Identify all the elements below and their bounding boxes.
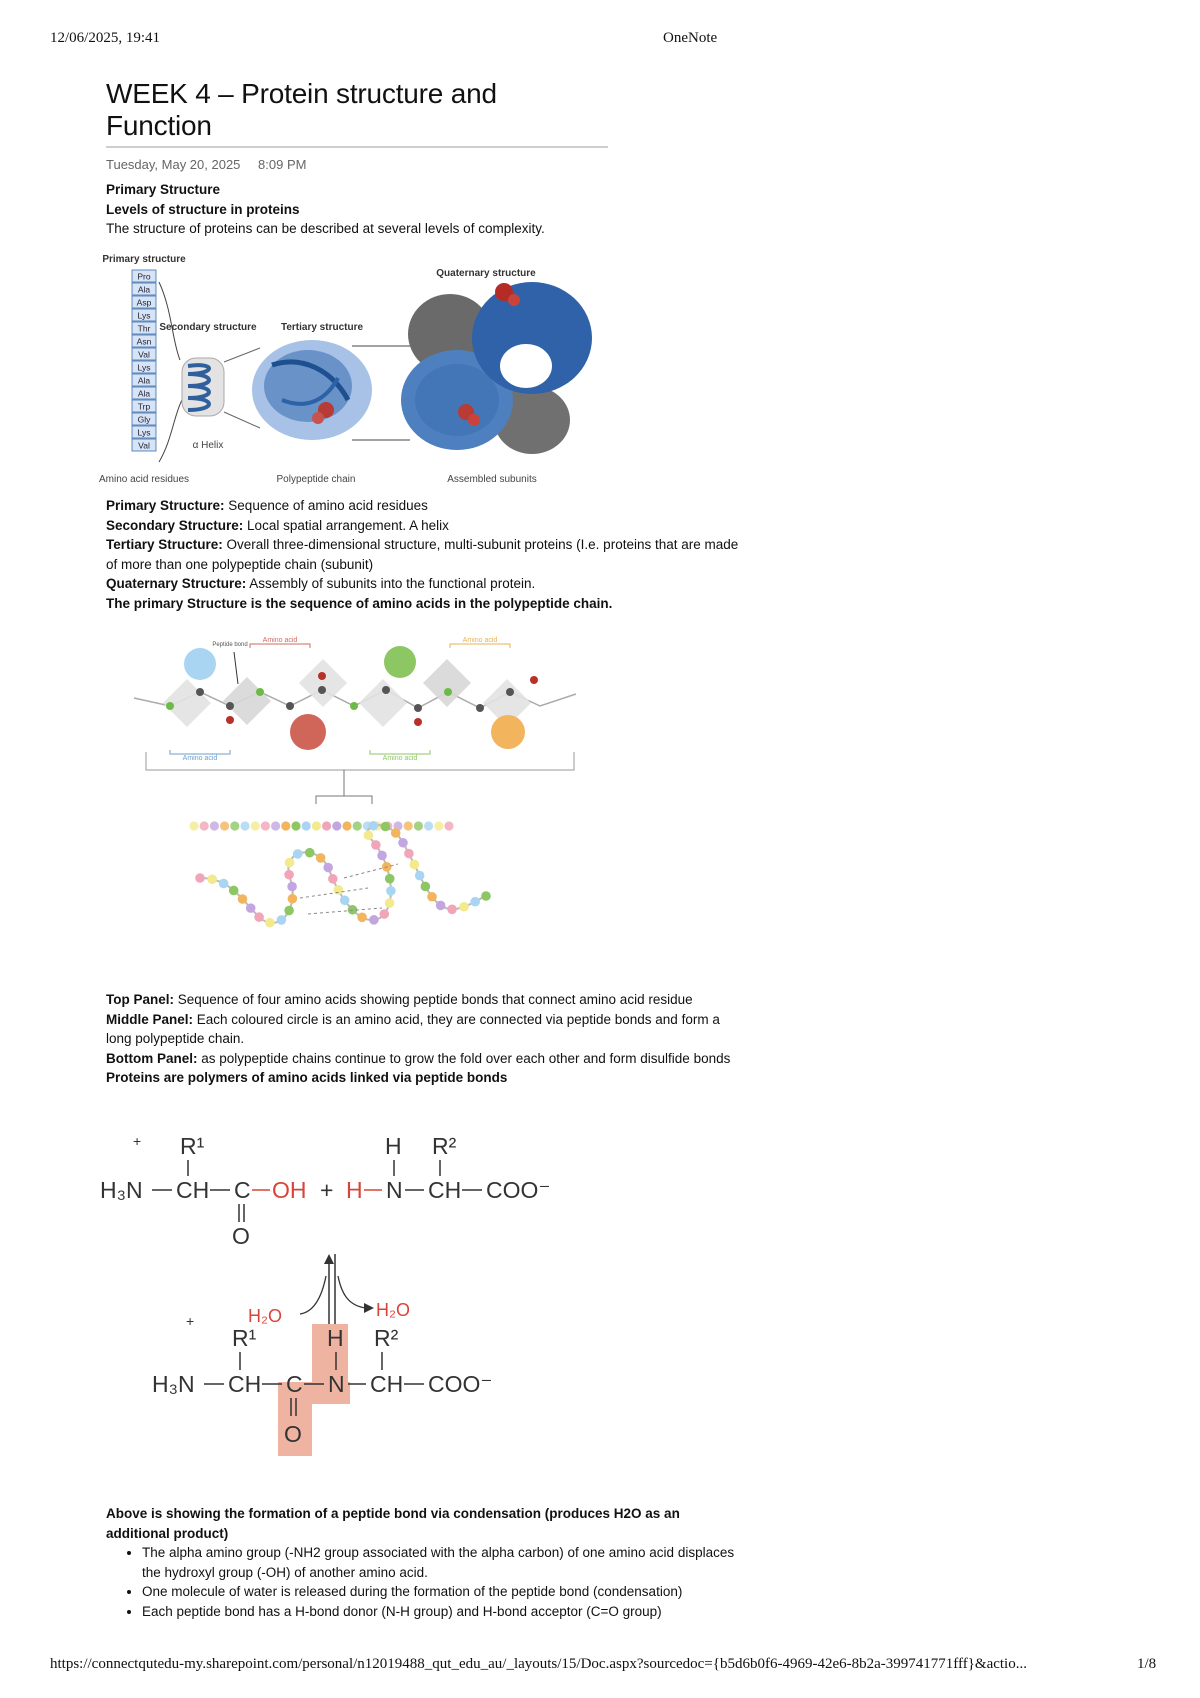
product-r1: R¹ — [232, 1325, 257, 1351]
intro-subheading: Levels of structure in proteins — [106, 201, 300, 217]
peptide-bond-label: Peptide bond — [212, 642, 248, 648]
condensation-bullets — [106, 1543, 746, 1621]
residue-label: Thr — [137, 323, 151, 334]
structure-level — [106, 496, 746, 516]
panel-description-text: Sequence of four amino acids showing peptide bonds that connect amino acid residue — [174, 992, 693, 1007]
folded-bead — [481, 891, 491, 901]
intro-section — [106, 180, 746, 239]
print-page-number: 1/8 — [1137, 1656, 1157, 1672]
structure-level-term: Primary Structure: — [106, 498, 225, 513]
residue-label: Asp — [136, 297, 152, 308]
panels-description — [106, 990, 746, 1088]
panel-description-term: Middle Panel: — [106, 1011, 194, 1027]
residue-label: Gly — [137, 414, 151, 425]
residue-label: Trp — [137, 401, 151, 412]
amino-acid-bead — [434, 821, 443, 830]
amino-acid-bead — [424, 821, 433, 830]
amino-acid-bead — [342, 821, 351, 830]
panel-description-text: Each coloured circle is an amino acid, they are connected via peptide bonds and form a long polypeptide chain. — [106, 1011, 720, 1047]
panel-description-text: as polypeptide chains continue to grow the fold over each other and form disulfide bonds — [197, 1050, 731, 1066]
folded-bead — [229, 886, 239, 896]
amino-acid-bead — [322, 821, 331, 830]
amino-acid-bead — [281, 821, 290, 830]
product-o: O — [284, 1421, 302, 1447]
primary-structure-statement: The primary Structure is the sequence of amino acids in the polypeptide chain. — [106, 595, 613, 611]
product-r2: R² — [374, 1325, 399, 1351]
structure-levels-list — [106, 496, 746, 594]
folded-bead — [436, 901, 446, 911]
folded-bead — [333, 885, 343, 895]
folded-bead — [284, 906, 294, 916]
folded-bead — [277, 915, 287, 925]
page-time: 8:09 PM — [258, 157, 307, 172]
amino-acid-bead — [210, 821, 219, 830]
product-ch1: CH — [228, 1371, 262, 1397]
amino-acid-label-bottom-right: Amino acid — [382, 755, 418, 762]
water-right: H₂O — [376, 1300, 410, 1320]
dipeptide-product — [152, 1313, 493, 1456]
folded-bead — [385, 898, 395, 908]
folded-bead — [305, 848, 315, 858]
reactant2-h: H — [346, 1177, 363, 1203]
folded-bead — [340, 895, 350, 905]
intro-text: The structure of proteins can be described at several levels of complexity. — [106, 221, 545, 237]
folded-bead — [404, 849, 414, 859]
primary-structure-label: Primary structure — [102, 254, 186, 265]
reactant1-c: C — [234, 1177, 251, 1203]
reactant2-ch: CH — [428, 1177, 462, 1203]
residue-label: Val — [138, 440, 150, 451]
reactant1-oh: OH — [272, 1177, 307, 1203]
bead-chain — [189, 821, 453, 830]
folded-bead — [470, 897, 480, 907]
residue-label: Pro — [137, 271, 151, 282]
folded-bead — [238, 894, 248, 904]
residue-label: Val — [138, 349, 150, 360]
amino-acid-bead — [200, 821, 209, 830]
amino-acid-label-bottom-left: Amino acid — [182, 755, 218, 762]
polypeptide-chain-label: Polypeptide chain — [276, 474, 356, 485]
product-h3n: H₃N — [152, 1371, 195, 1397]
folded-bead — [357, 912, 367, 922]
secondary-structure-label: Secondary structure — [159, 322, 257, 333]
folded-bead — [386, 886, 396, 896]
side-chain-orange — [491, 715, 525, 749]
residue-label: Ala — [137, 375, 151, 386]
folded-bead — [195, 873, 205, 883]
amino-acid-bead — [291, 821, 300, 830]
structure-level-text: Sequence of amino acid residues — [224, 498, 428, 513]
panel-description-term: Bottom Panel: — [106, 1050, 198, 1066]
page-timestamp — [106, 157, 746, 172]
product-ch2: CH — [370, 1371, 404, 1397]
folded-bead — [415, 871, 425, 881]
folded-bead — [254, 912, 264, 922]
folded-bead — [285, 858, 295, 868]
residue-label: Lys — [137, 427, 151, 438]
folded-bead — [328, 874, 338, 884]
folded-bead — [288, 894, 298, 904]
polymer-statement: Proteins are polymers of amino acids linked via peptide bonds — [106, 1070, 508, 1086]
structure-level — [106, 535, 746, 574]
reactant-plus-charge: + — [133, 1133, 142, 1149]
condensation-heading: Above is showing the formation of a peptide bond via condensation (produces H2O as an additional product) — [106, 1506, 680, 1541]
residue-label: Asn — [136, 336, 152, 347]
residue-diamonds — [163, 659, 531, 727]
amino-acid-bead — [220, 821, 229, 830]
structure-level — [106, 516, 746, 536]
folded-bead — [369, 821, 379, 831]
folded-bead — [207, 874, 217, 884]
amino-acid-bead — [414, 821, 423, 830]
side-chain-red — [290, 714, 326, 750]
folded-bead — [427, 892, 437, 902]
reactant1-r1: R¹ — [180, 1133, 205, 1159]
amino-acid-bead — [353, 821, 362, 830]
peptide-bond-reaction-figure — [100, 1126, 600, 1496]
assembled-subunits-label: Assembled subunits — [447, 474, 537, 485]
intro-heading: Primary Structure — [106, 182, 221, 197]
folded-bead — [377, 851, 387, 861]
side-chain-blue — [184, 648, 216, 680]
quaternary-structure-label: Quaternary structure — [436, 268, 536, 279]
product-h: H — [327, 1325, 344, 1351]
side-chain-green — [384, 646, 416, 678]
amino-acid-bead — [251, 821, 260, 830]
structure-levels — [106, 496, 746, 614]
tertiary-structure-image — [224, 340, 372, 440]
product-c: C — [286, 1371, 303, 1397]
amino-acid-bead — [312, 821, 321, 830]
residue-label: Ala — [137, 284, 151, 295]
page-title: WEEK 4 – Protein structure and Function — [106, 78, 608, 148]
folded-bead — [379, 909, 389, 919]
structure-level — [106, 574, 746, 594]
amino-acid-bead — [240, 821, 249, 830]
folded-bead — [323, 863, 333, 873]
reactant2-h-top: H — [385, 1133, 402, 1159]
reactant2-coo: COO⁻ — [486, 1177, 551, 1203]
protein-structure-levels-figure — [98, 250, 600, 496]
folded-bead — [410, 860, 420, 870]
condensation-bullet: • Each peptide bond has a H-bond donor (N-H group) and H-bond acceptor (C=O group) — [142, 1602, 746, 1622]
structure-level-term: Secondary Structure: — [106, 517, 244, 533]
amino-acid-bead — [332, 821, 341, 830]
folded-polypeptide — [195, 821, 491, 927]
folded-bead — [371, 840, 381, 850]
folded-bead — [265, 918, 275, 928]
panels-list — [106, 990, 746, 1068]
residue-label: Lys — [137, 362, 151, 373]
amino-acid-bead — [302, 821, 311, 830]
residue-label: Ala — [137, 388, 151, 399]
folded-bead — [447, 904, 457, 914]
reactants — [100, 1133, 551, 1249]
panel-description-term: Top Panel: — [106, 992, 175, 1007]
panel-description — [106, 990, 746, 1010]
folded-bead — [421, 882, 431, 892]
print-footer — [0, 1656, 1200, 1676]
structure-level-term: Quaternary Structure: — [106, 576, 247, 592]
folded-bead — [284, 870, 294, 880]
structure-level-text: Overall three-dimensional structure, multi-subunit proteins (I.e. proteins that are made of more than one polypeptide chain (subunit) — [106, 537, 739, 572]
structure-level-term: Tertiary Structure: — [106, 537, 223, 553]
amino-acid-bead — [444, 821, 453, 830]
print-url: https://connectqutedu-my.sharepoint.com/personal/n12019488_qut_edu_au/_layouts/15/Doc.aspx?sourcedoc={b5d6b0f6-4969-42e6-8b2a-399741771fff}&actio... — [50, 1656, 1027, 1672]
product-plus-charge: + — [186, 1313, 195, 1329]
reaction-plus: + — [320, 1177, 334, 1203]
water-left: H₂O — [248, 1306, 282, 1326]
condensation-bullet: • One molecule of water is released during the formation of the peptide bond (condensation) — [142, 1582, 746, 1602]
folded-bead — [381, 822, 391, 832]
amino-acid-bead — [189, 821, 198, 830]
condensation-bullet: • The alpha amino group (-NH2 group associated with the alpha carbon) of one amino acid displaces the hydroxyl group (-OH) of another amino acid. — [142, 1543, 746, 1582]
folded-bead — [369, 915, 379, 925]
folded-bead — [385, 874, 395, 884]
product-n: N — [328, 1371, 345, 1397]
quaternary-structure-image — [401, 282, 592, 454]
amino-acid-residues-label: Amino acid residues — [98, 474, 190, 485]
product-coo: COO⁻ — [428, 1371, 493, 1397]
residue-label: Lys — [137, 310, 151, 321]
folded-bead — [246, 903, 256, 913]
panel-description — [106, 1010, 746, 1049]
structure-level-text: Local spatial arrangement. A helix — [243, 517, 449, 533]
reactant1-o: O — [232, 1223, 250, 1249]
reactant2-r2: R² — [432, 1133, 457, 1159]
note-page — [106, 78, 746, 172]
amino-acid-label-top-left: Amino acid — [262, 637, 298, 644]
residue-stack — [132, 270, 156, 451]
folded-bead — [364, 830, 374, 840]
print-datetime: 12/06/2025, 19:41 — [50, 30, 161, 46]
amino-acid-label-top-right: Amino acid — [462, 637, 498, 644]
folded-bead — [287, 882, 297, 892]
panel-description — [106, 1049, 746, 1069]
polypeptide-chain-figure — [130, 628, 590, 978]
reactant1-ch: CH — [176, 1177, 210, 1203]
amino-acid-bead — [271, 821, 280, 830]
reactant2-n: N — [386, 1177, 403, 1203]
folded-bead — [219, 879, 229, 889]
amino-acid-bead — [230, 821, 239, 830]
condensation-notes — [106, 1504, 746, 1622]
print-header — [0, 30, 1200, 50]
amino-acid-bead — [261, 821, 270, 830]
tertiary-structure-label: Tertiary structure — [280, 322, 364, 333]
structure-level-text: Assembly of subunits into the functional protein. — [246, 576, 536, 592]
folded-bead — [316, 853, 326, 863]
folded-bead — [459, 902, 469, 912]
helix-label: α Helix — [192, 440, 224, 451]
reactant-h3n: H₃N — [100, 1177, 143, 1203]
print-app-name: OneNote — [663, 30, 718, 46]
amino-acid-bead — [404, 821, 413, 830]
page-date: Tuesday, May 20, 2025 — [106, 157, 241, 172]
backbone-atoms — [166, 672, 538, 726]
folded-bead — [391, 828, 401, 838]
folded-bead — [293, 849, 303, 859]
folded-bead — [398, 838, 408, 848]
alpha-helix-image — [182, 358, 224, 416]
